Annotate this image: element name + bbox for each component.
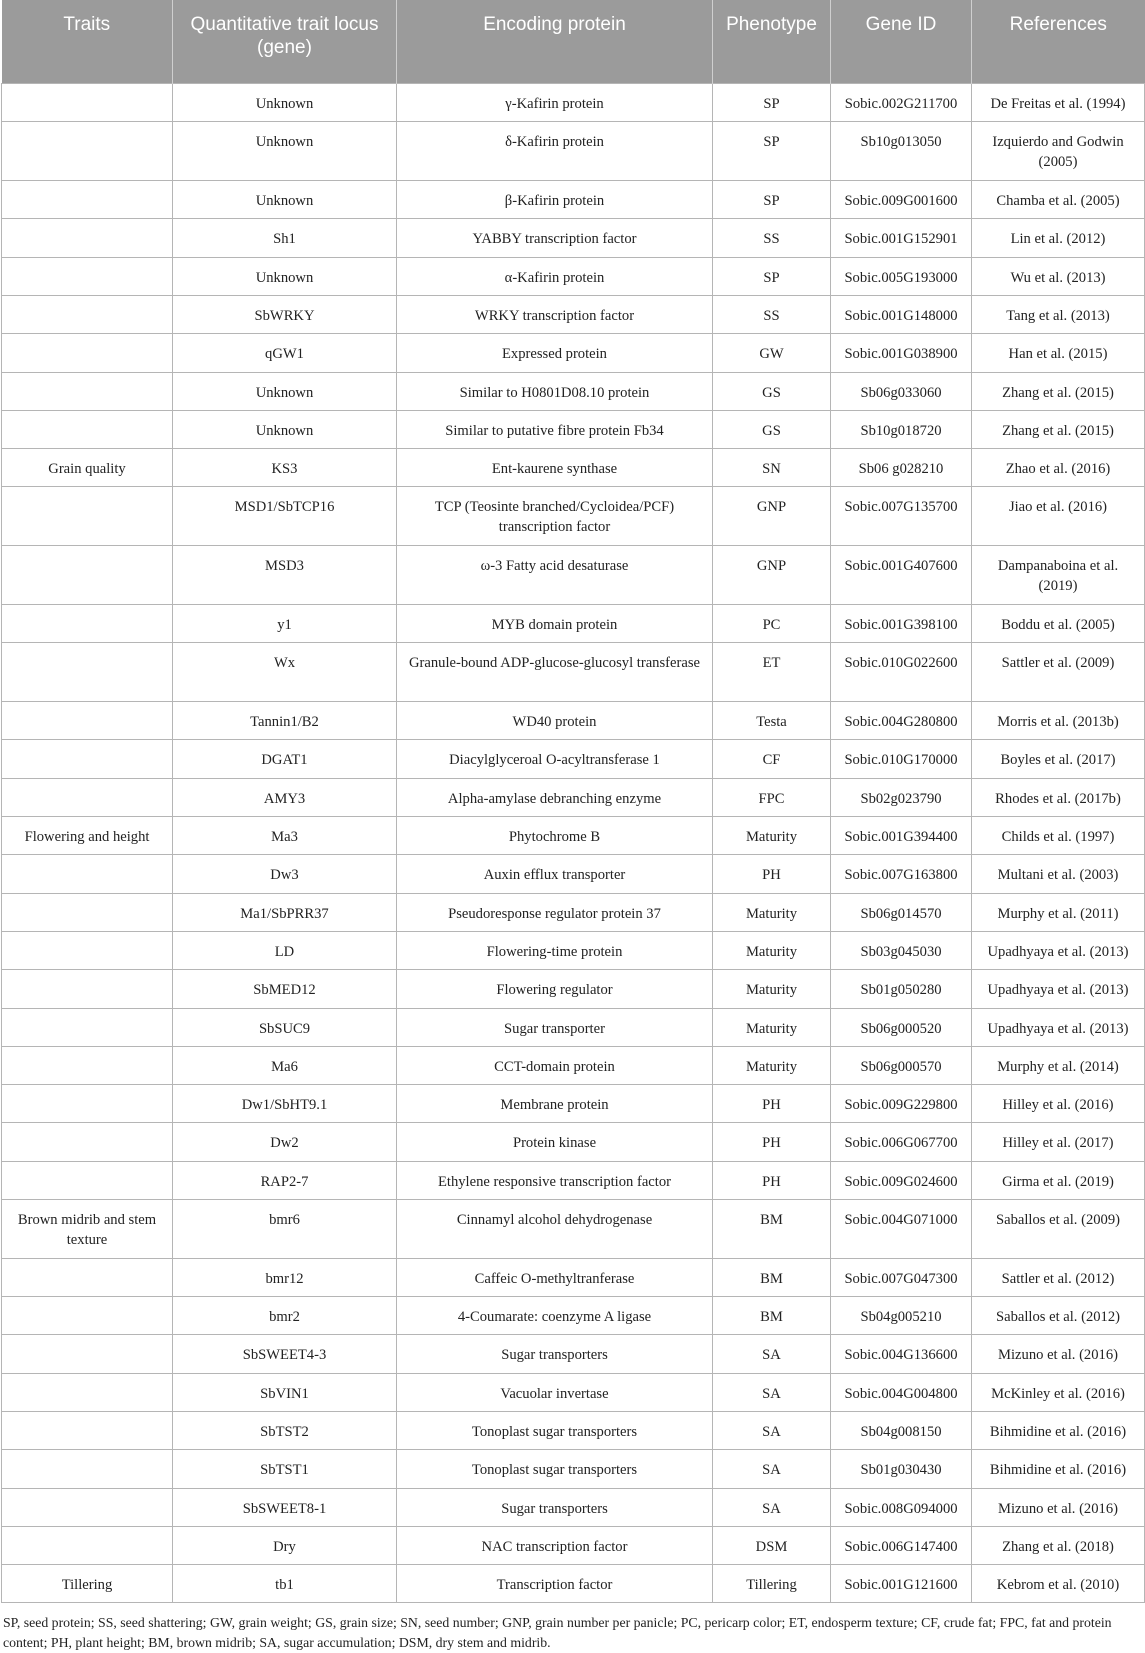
trait-cell — [2, 181, 173, 219]
protein-cell: Caffeic O-methyltranferase — [397, 1258, 713, 1296]
protein-cell: TCP (Teosinte branched/Cycloidea/PCF) transcription factor — [397, 487, 713, 546]
reference-cell: Mizuno et al. (2016) — [972, 1488, 1145, 1526]
protein-cell: Diacylglyceroal O-acyltransferase 1 — [397, 740, 713, 778]
locus-cell: Dw2 — [173, 1123, 397, 1161]
gene-id-cell: Sobic.004G004800 — [831, 1373, 972, 1411]
gene-id-cell: Sb06g000570 — [831, 1046, 972, 1084]
table-row — [2, 1450, 1145, 1488]
gene-id-cell: Sobic.002G211700 — [831, 84, 972, 122]
table-row — [2, 1200, 1145, 1259]
locus-cell: bmr6 — [173, 1200, 397, 1259]
trait-cell — [2, 546, 173, 605]
trait-cell — [2, 1123, 173, 1161]
gene-id-cell: Sobic.007G047300 — [831, 1258, 972, 1296]
trait-cell: Brown midrib and stem texture — [2, 1200, 173, 1259]
phenotype-cell: PH — [713, 1085, 831, 1123]
gene-id-cell: Sb02g023790 — [831, 778, 972, 816]
locus-cell: Wx — [173, 643, 397, 702]
gene-id-cell: Sobic.010G022600 — [831, 643, 972, 702]
phenotype-cell: SP — [713, 181, 831, 219]
phenotype-cell: Testa — [713, 702, 831, 740]
phenotype-cell: SS — [713, 219, 831, 257]
gene-id-cell: Sb01g050280 — [831, 970, 972, 1008]
table-row — [2, 372, 1145, 410]
header-references: References — [972, 0, 1145, 84]
reference-cell: Murphy et al. (2014) — [972, 1046, 1145, 1084]
gene-id-cell: Sobic.001G038900 — [831, 334, 972, 372]
phenotype-cell: SN — [713, 449, 831, 487]
protein-cell: Similar to putative fibre protein Fb34 — [397, 410, 713, 448]
gene-id-cell: Sb06g014570 — [831, 893, 972, 931]
header-row — [2, 0, 1145, 84]
trait-cell — [2, 410, 173, 448]
phenotype-cell: ET — [713, 643, 831, 702]
table-row — [2, 449, 1145, 487]
reference-cell: Boyles et al. (2017) — [972, 740, 1145, 778]
table-row — [2, 1046, 1145, 1084]
gene-id-cell: Sobic.007G163800 — [831, 855, 972, 893]
locus-cell: Dry — [173, 1526, 397, 1564]
locus-cell: Dw1/SbHT9.1 — [173, 1085, 397, 1123]
trait-cell — [2, 1008, 173, 1046]
protein-cell: CCT-domain protein — [397, 1046, 713, 1084]
table-row — [2, 122, 1145, 181]
table-row — [2, 893, 1145, 931]
reference-cell: Lin et al. (2012) — [972, 219, 1145, 257]
gene-id-cell: Sb10g018720 — [831, 410, 972, 448]
protein-cell: Expressed protein — [397, 334, 713, 372]
locus-cell: qGW1 — [173, 334, 397, 372]
trait-cell — [2, 1526, 173, 1564]
phenotype-cell: SA — [713, 1373, 831, 1411]
reference-cell: Zhao et al. (2016) — [972, 449, 1145, 487]
protein-cell: Vacuolar invertase — [397, 1373, 713, 1411]
gene-id-cell: Sobic.009G229800 — [831, 1085, 972, 1123]
locus-cell: Ma6 — [173, 1046, 397, 1084]
reference-cell: Sattler et al. (2009) — [972, 643, 1145, 702]
gene-id-cell: Sb04g005210 — [831, 1297, 972, 1335]
gene-id-cell: Sobic.010G170000 — [831, 740, 972, 778]
protein-cell: α-Kafirin protein — [397, 257, 713, 295]
gene-id-cell: Sobic.001G394400 — [831, 817, 972, 855]
gene-id-cell: Sobic.006G067700 — [831, 1123, 972, 1161]
locus-cell: SbMED12 — [173, 970, 397, 1008]
locus-cell: Unknown — [173, 181, 397, 219]
protein-cell: β-Kafirin protein — [397, 181, 713, 219]
protein-cell: NAC transcription factor — [397, 1526, 713, 1564]
trait-cell — [2, 1297, 173, 1335]
gene-id-cell: Sobic.001G398100 — [831, 605, 972, 643]
reference-cell: Jiao et al. (2016) — [972, 487, 1145, 546]
locus-cell: Sh1 — [173, 219, 397, 257]
phenotype-cell: Maturity — [713, 1046, 831, 1084]
trait-cell — [2, 740, 173, 778]
table-row — [2, 1526, 1145, 1564]
trait-cell — [2, 1335, 173, 1373]
table-row — [2, 1565, 1145, 1603]
table-row — [2, 1085, 1145, 1123]
locus-cell: LD — [173, 931, 397, 969]
phenotype-cell: PH — [713, 855, 831, 893]
trait-cell — [2, 219, 173, 257]
phenotype-cell: Maturity — [713, 970, 831, 1008]
phenotype-cell: PH — [713, 1123, 831, 1161]
reference-cell: Childs et al. (1997) — [972, 817, 1145, 855]
phenotype-cell: Maturity — [713, 931, 831, 969]
protein-cell: Ethylene responsive transcription factor — [397, 1161, 713, 1199]
reference-cell: Bihmidine et al. (2016) — [972, 1450, 1145, 1488]
gene-id-cell: Sobic.001G121600 — [831, 1565, 972, 1603]
phenotype-cell: Maturity — [713, 1008, 831, 1046]
phenotype-cell: BM — [713, 1200, 831, 1259]
gene-id-cell: Sobic.009G001600 — [831, 181, 972, 219]
phenotype-cell: SS — [713, 295, 831, 333]
reference-cell: Tang et al. (2013) — [972, 295, 1145, 333]
gene-id-cell: Sobic.008G094000 — [831, 1488, 972, 1526]
phenotype-cell: GNP — [713, 546, 831, 605]
gene-id-cell: Sb10g013050 — [831, 122, 972, 181]
header-encoding-protein: Encoding protein — [397, 0, 713, 84]
reference-cell: Zhang et al. (2015) — [972, 410, 1145, 448]
protein-cell: Auxin efflux transporter — [397, 855, 713, 893]
phenotype-cell: SP — [713, 257, 831, 295]
table-row — [2, 334, 1145, 372]
gene-id-cell: Sobic.005G193000 — [831, 257, 972, 295]
trait-cell — [2, 334, 173, 372]
reference-cell: Saballos et al. (2009) — [972, 1200, 1145, 1259]
table-footnote: SP, seed protein; SS, seed shattering; GW, grain weight; GS, grain size; SN, seed number; GNP, grain number per panicle; PC, pericarp color; ET, endosperm texture; CF, crude fat; FPC, fat and protein content; PH, plant height; BM, brown midrib; SA, sugar accumulation; DSM, dry stem and midrib. — [3, 1615, 1112, 1651]
locus-cell: MSD3 — [173, 546, 397, 605]
table-row — [2, 702, 1145, 740]
locus-cell: RAP2-7 — [173, 1161, 397, 1199]
header-phenotype: Phenotype — [713, 0, 831, 84]
table-row — [2, 84, 1145, 122]
table-row — [2, 1488, 1145, 1526]
trait-cell — [2, 1488, 173, 1526]
reference-cell: Hilley et al. (2017) — [972, 1123, 1145, 1161]
protein-cell: Tonoplast sugar transporters — [397, 1412, 713, 1450]
protein-cell: WRKY transcription factor — [397, 295, 713, 333]
reference-cell: Izquierdo and Godwin (2005) — [972, 122, 1145, 181]
protein-cell: Granule-bound ADP-glucose-glucosyl transferase — [397, 643, 713, 702]
trait-cell — [2, 295, 173, 333]
trait-cell — [2, 1085, 173, 1123]
protein-cell: Ent-kaurene synthase — [397, 449, 713, 487]
trait-cell — [2, 1450, 173, 1488]
phenotype-cell: SA — [713, 1335, 831, 1373]
gene-id-cell: Sobic.007G135700 — [831, 487, 972, 546]
table-row — [2, 1335, 1145, 1373]
reference-cell: Multani et al. (2003) — [972, 855, 1145, 893]
table-row — [2, 1297, 1145, 1335]
locus-cell: Unknown — [173, 372, 397, 410]
trait-cell — [2, 1046, 173, 1084]
gene-id-cell: Sobic.004G071000 — [831, 1200, 972, 1259]
locus-cell: bmr2 — [173, 1297, 397, 1335]
gene-id-cell: Sb06g033060 — [831, 372, 972, 410]
trait-cell — [2, 1258, 173, 1296]
trait-cell — [2, 487, 173, 546]
trait-cell — [2, 605, 173, 643]
phenotype-cell: Maturity — [713, 893, 831, 931]
phenotype-cell: GS — [713, 372, 831, 410]
protein-cell: Transcription factor — [397, 1565, 713, 1603]
locus-cell: SbTST1 — [173, 1450, 397, 1488]
reference-cell: Girma et al. (2019) — [972, 1161, 1145, 1199]
table-row — [2, 1008, 1145, 1046]
reference-cell: Sattler et al. (2012) — [972, 1258, 1145, 1296]
gene-id-cell: Sb06g000520 — [831, 1008, 972, 1046]
protein-cell: YABBY transcription factor — [397, 219, 713, 257]
table-row — [2, 257, 1145, 295]
phenotype-cell: Maturity — [713, 817, 831, 855]
table-row — [2, 643, 1145, 702]
locus-cell: Unknown — [173, 122, 397, 181]
table-header — [2, 0, 1145, 84]
table-body — [2, 84, 1145, 1603]
protein-cell: Flowering regulator — [397, 970, 713, 1008]
locus-cell: y1 — [173, 605, 397, 643]
locus-cell: SbSUC9 — [173, 1008, 397, 1046]
gene-id-cell: Sobic.004G280800 — [831, 702, 972, 740]
reference-cell: McKinley et al. (2016) — [972, 1373, 1145, 1411]
gene-id-cell: Sb04g008150 — [831, 1412, 972, 1450]
phenotype-cell: SA — [713, 1488, 831, 1526]
locus-cell: Unknown — [173, 257, 397, 295]
reference-cell: Rhodes et al. (2017b) — [972, 778, 1145, 816]
phenotype-cell: PH — [713, 1161, 831, 1199]
protein-cell: Sugar transporters — [397, 1488, 713, 1526]
phenotype-cell: BM — [713, 1258, 831, 1296]
trait-cell — [2, 893, 173, 931]
reference-cell: Mizuno et al. (2016) — [972, 1335, 1145, 1373]
table-row — [2, 181, 1145, 219]
trait-cell — [2, 257, 173, 295]
trait-cell: Grain quality — [2, 449, 173, 487]
trait-cell — [2, 970, 173, 1008]
locus-cell: Unknown — [173, 410, 397, 448]
locus-cell: MSD1/SbTCP16 — [173, 487, 397, 546]
phenotype-cell: PC — [713, 605, 831, 643]
locus-cell: bmr12 — [173, 1258, 397, 1296]
reference-cell: Kebrom et al. (2010) — [972, 1565, 1145, 1603]
trait-cell — [2, 122, 173, 181]
trait-cell — [2, 855, 173, 893]
locus-cell: KS3 — [173, 449, 397, 487]
protein-cell: Membrane protein — [397, 1085, 713, 1123]
protein-cell: Alpha-amylase debranching enzyme — [397, 778, 713, 816]
table-row — [2, 605, 1145, 643]
gene-id-cell: Sobic.006G147400 — [831, 1526, 972, 1564]
table-row — [2, 855, 1145, 893]
protein-cell: Cinnamyl alcohol dehydrogenase — [397, 1200, 713, 1259]
phenotype-cell: SP — [713, 84, 831, 122]
locus-cell: SbWRKY — [173, 295, 397, 333]
qtl-table — [1, 0, 1145, 1603]
table-row — [2, 1161, 1145, 1199]
protein-cell: Similar to H0801D08.10 protein — [397, 372, 713, 410]
locus-cell: SbTST2 — [173, 1412, 397, 1450]
reference-cell: Upadhyaya et al. (2013) — [972, 1008, 1145, 1046]
table-row — [2, 546, 1145, 605]
gene-id-cell: Sobic.001G407600 — [831, 546, 972, 605]
protein-cell: Flowering-time protein — [397, 931, 713, 969]
phenotype-cell: DSM — [713, 1526, 831, 1564]
trait-cell — [2, 1412, 173, 1450]
phenotype-cell: GS — [713, 410, 831, 448]
table-row — [2, 1412, 1145, 1450]
table-row — [2, 970, 1145, 1008]
phenotype-cell: SA — [713, 1412, 831, 1450]
phenotype-cell: SA — [713, 1450, 831, 1488]
gene-id-cell: Sobic.004G136600 — [831, 1335, 972, 1373]
reference-cell: Upadhyaya et al. (2013) — [972, 931, 1145, 969]
trait-cell — [2, 702, 173, 740]
gene-id-cell: Sb01g030430 — [831, 1450, 972, 1488]
trait-cell — [2, 1161, 173, 1199]
gene-id-cell: Sb06 g028210 — [831, 449, 972, 487]
trait-cell: Flowering and height — [2, 817, 173, 855]
phenotype-cell: GW — [713, 334, 831, 372]
table-row — [2, 410, 1145, 448]
locus-cell: DGAT1 — [173, 740, 397, 778]
gene-id-cell: Sb03g045030 — [831, 931, 972, 969]
gene-id-cell: Sobic.009G024600 — [831, 1161, 972, 1199]
reference-cell: Upadhyaya et al. (2013) — [972, 970, 1145, 1008]
table-row — [2, 295, 1145, 333]
protein-cell: 4-Coumarate: coenzyme A ligase — [397, 1297, 713, 1335]
locus-cell: SbSWEET8-1 — [173, 1488, 397, 1526]
reference-cell: Morris et al. (2013b) — [972, 702, 1145, 740]
reference-cell: Han et al. (2015) — [972, 334, 1145, 372]
trait-cell — [2, 84, 173, 122]
gene-id-cell: Sobic.001G152901 — [831, 219, 972, 257]
reference-cell: De Freitas et al. (1994) — [972, 84, 1145, 122]
table-row — [2, 487, 1145, 546]
protein-cell: ω-3 Fatty acid desaturase — [397, 546, 713, 605]
protein-cell: Sugar transporters — [397, 1335, 713, 1373]
protein-cell: WD40 protein — [397, 702, 713, 740]
protein-cell: MYB domain protein — [397, 605, 713, 643]
protein-cell: Phytochrome B — [397, 817, 713, 855]
phenotype-cell: CF — [713, 740, 831, 778]
locus-cell: Dw3 — [173, 855, 397, 893]
reference-cell: Saballos et al. (2012) — [972, 1297, 1145, 1335]
phenotype-cell: BM — [713, 1297, 831, 1335]
protein-cell: γ-Kafirin protein — [397, 84, 713, 122]
table-row — [2, 817, 1145, 855]
table-row — [2, 740, 1145, 778]
locus-cell: SbSWEET4-3 — [173, 1335, 397, 1373]
phenotype-cell: SP — [713, 122, 831, 181]
table-row — [2, 778, 1145, 816]
reference-cell: Zhang et al. (2015) — [972, 372, 1145, 410]
protein-cell: Pseudoresponse regulator protein 37 — [397, 893, 713, 931]
locus-cell: AMY3 — [173, 778, 397, 816]
reference-cell: Wu et al. (2013) — [972, 257, 1145, 295]
locus-cell: SbVIN1 — [173, 1373, 397, 1411]
locus-cell: Ma1/SbPRR37 — [173, 893, 397, 931]
header-traits: Traits — [2, 0, 173, 84]
reference-cell: Bihmidine et al. (2016) — [972, 1412, 1145, 1450]
reference-cell: Dampanaboina et al. (2019) — [972, 546, 1145, 605]
table-row — [2, 931, 1145, 969]
protein-cell: δ-Kafirin protein — [397, 122, 713, 181]
locus-cell: Unknown — [173, 84, 397, 122]
header-qtl-gene: Quantitative trait locus (gene) — [173, 0, 397, 84]
reference-cell: Boddu et al. (2005) — [972, 605, 1145, 643]
protein-cell: Sugar transporter — [397, 1008, 713, 1046]
locus-cell: Ma3 — [173, 817, 397, 855]
trait-cell: Tillering — [2, 1565, 173, 1603]
protein-cell: Protein kinase — [397, 1123, 713, 1161]
phenotype-cell: Tillering — [713, 1565, 831, 1603]
reference-cell: Hilley et al. (2016) — [972, 1085, 1145, 1123]
trait-cell — [2, 931, 173, 969]
trait-cell — [2, 372, 173, 410]
table-row — [2, 1373, 1145, 1411]
locus-cell: tb1 — [173, 1565, 397, 1603]
trait-cell — [2, 1373, 173, 1411]
reference-cell: Zhang et al. (2018) — [972, 1526, 1145, 1564]
trait-cell — [2, 643, 173, 702]
trait-cell — [2, 778, 173, 816]
gene-id-cell: Sobic.001G148000 — [831, 295, 972, 333]
protein-cell: Tonoplast sugar transporters — [397, 1450, 713, 1488]
phenotype-cell: GNP — [713, 487, 831, 546]
header-gene-id: Gene ID — [831, 0, 972, 84]
locus-cell: Tannin1/B2 — [173, 702, 397, 740]
reference-cell: Murphy et al. (2011) — [972, 893, 1145, 931]
table-row — [2, 1258, 1145, 1296]
table-row — [2, 219, 1145, 257]
reference-cell: Chamba et al. (2005) — [972, 181, 1145, 219]
table-row — [2, 1123, 1145, 1161]
phenotype-cell: FPC — [713, 778, 831, 816]
